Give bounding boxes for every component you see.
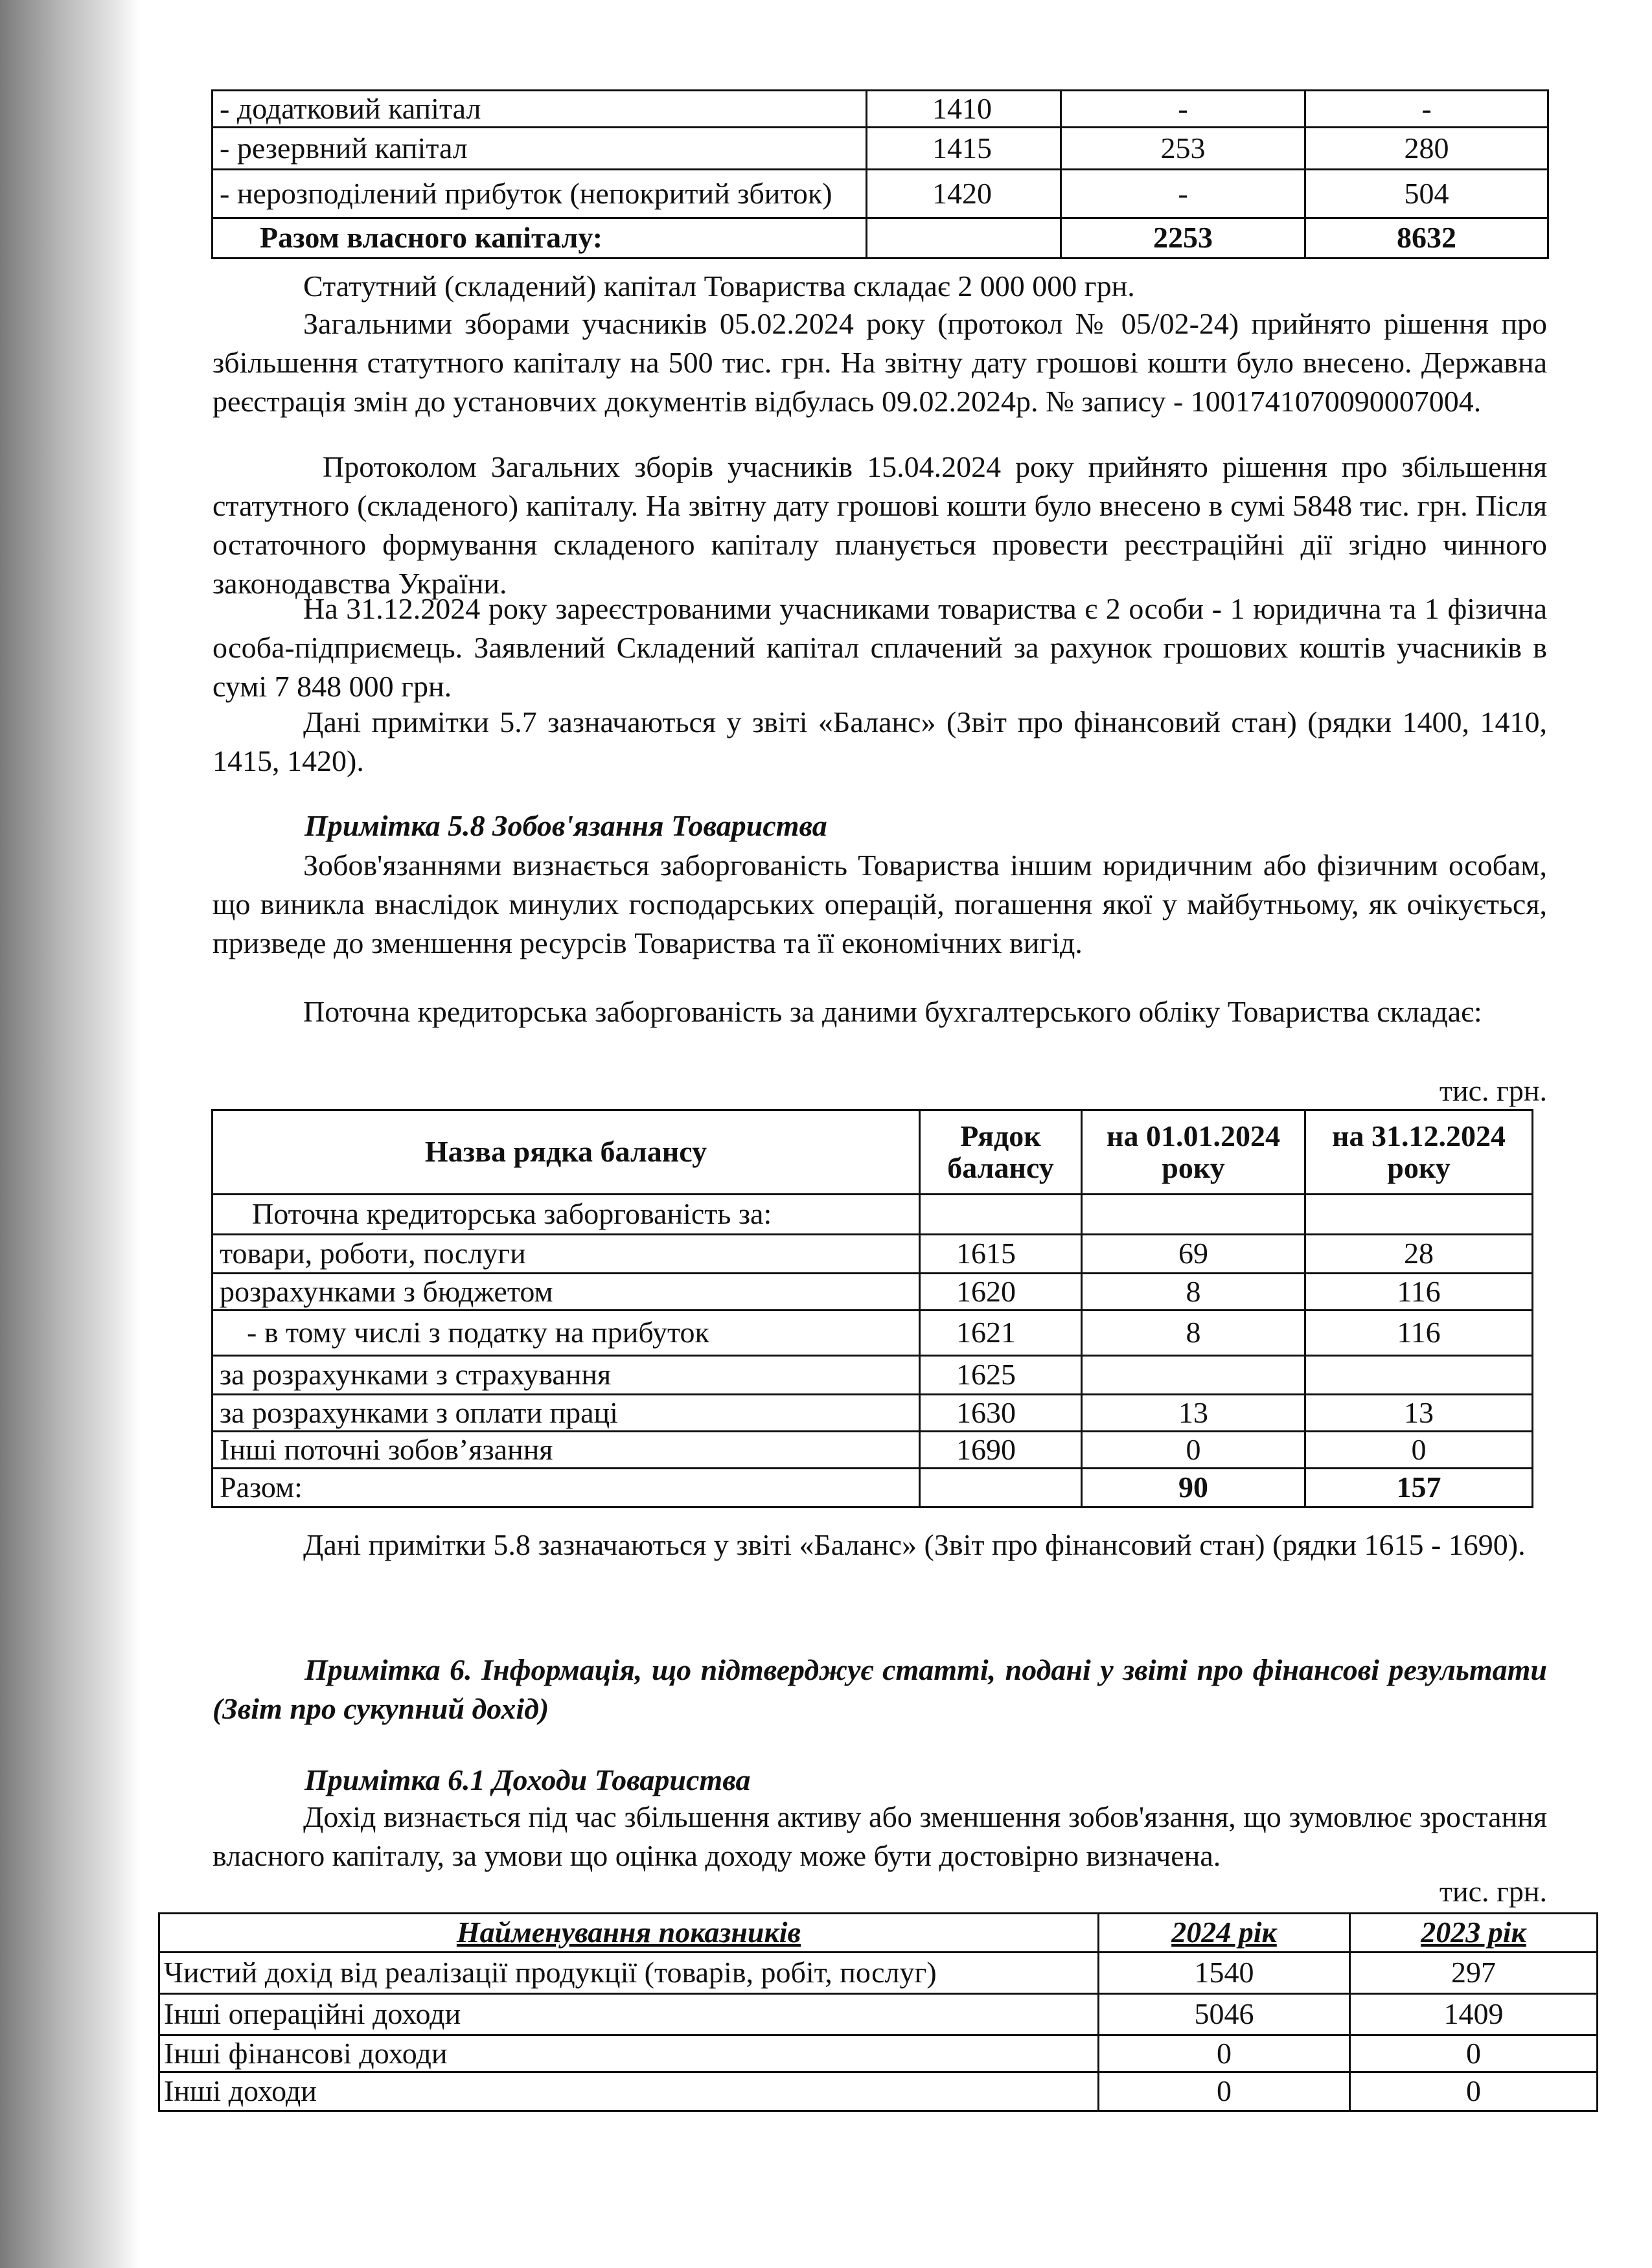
row-name: - в тому числі з податку на прибуток <box>212 1311 920 1356</box>
total-label: Разом: <box>212 1469 920 1507</box>
row-value-end: 28 <box>1305 1235 1533 1274</box>
row-name: Інші поточні зобов’язання <box>212 1432 920 1469</box>
row-value-end <box>1305 1356 1533 1395</box>
row-value-end: 116 <box>1305 1274 1533 1311</box>
row-name: за розрахунками з оплати праці <box>212 1395 920 1432</box>
row-name: Інші доходи <box>159 2072 1099 2111</box>
row-name: - резервний капітал <box>212 128 867 170</box>
row-value-start <box>1082 1195 1305 1235</box>
row-code: 1621 <box>920 1311 1082 1356</box>
units-label: тис. грн. <box>1439 1074 1547 1107</box>
total-value-end: 8632 <box>1305 218 1548 258</box>
units-label: тис. грн. <box>1439 1875 1547 1908</box>
header-date-end: на 31.12.2024 року <box>1305 1110 1533 1195</box>
row-name: - додатковий капітал <box>212 91 867 128</box>
row-value-end: 280 <box>1305 128 1548 170</box>
row-code: 1630 <box>920 1395 1082 1432</box>
header-year-2023: 2023 рік <box>1350 1914 1598 1953</box>
table-row <box>212 1235 1533 1274</box>
table-row <box>212 1195 1533 1235</box>
row-value-start: - <box>1061 170 1305 218</box>
table-row <box>212 1395 1533 1432</box>
table-row <box>212 91 1548 128</box>
paragraph-charter-capital: Статутний (складений) капітал Товариства складає 2 000 000 грн. <box>303 269 1135 303</box>
row-code: 1420 <box>867 170 1061 218</box>
row-name: товари, роботи, послуги <box>212 1235 920 1274</box>
equity-table <box>211 89 1549 259</box>
table-row <box>159 2035 1598 2072</box>
row-name: Поточна кредиторська заборгованість за: <box>212 1195 920 1235</box>
heading-note-6: Примітка 6. Інформація, що підтверджує статті, подані у звіті про фінансові результати (Звіт про сукупний дохід) <box>212 1653 1547 1725</box>
row-code: 1625 <box>920 1356 1082 1395</box>
total-label: Разом власного капіталу: <box>212 218 867 258</box>
paragraph-liabilities-definition: Зобов'язаннями визнається заборгованість Товариства іншим юридичним або фізичним особам, що виникла внаслідок минулих господарських операцій, погашення якої у майбутньому, як очікується, призведе до зменшення ресурсів Товариства та її економічних вигід. <box>212 849 1547 959</box>
scan-edge-shadow <box>0 0 139 2268</box>
row-value-start <box>1082 1356 1305 1395</box>
income-table <box>158 1912 1598 2112</box>
row-value-2023: 0 <box>1350 2035 1598 2072</box>
table-row <box>212 1432 1533 1469</box>
paragraph-payables-intro: Поточна кредиторська заборгованість за даними бухгалтерського обліку Товариства складає: <box>303 995 1482 1028</box>
row-value-start: 253 <box>1061 128 1305 170</box>
row-code: 1620 <box>920 1274 1082 1311</box>
row-value-end <box>1305 1195 1533 1235</box>
table-row <box>159 2072 1598 2111</box>
paragraph-note-58-reference: Дані примітки 5.8 зазначаються у звіті «Баланс» (Звіт про фінансовий стан) (рядки 1615 - 1690). <box>303 1528 1526 1561</box>
row-value-end: - <box>1305 91 1548 128</box>
table-header-row <box>159 1914 1598 1953</box>
row-name: - нерозподілений прибуток (непокритий збиток) <box>212 170 867 218</box>
table-row <box>159 1994 1598 2035</box>
row-name: розрахунками з бюджетом <box>212 1274 920 1311</box>
header-line-name: Назва рядка балансу <box>212 1110 920 1195</box>
row-value-end: 0 <box>1305 1432 1533 1469</box>
row-value-start: 69 <box>1082 1235 1305 1274</box>
row-value-start: 8 <box>1082 1311 1305 1356</box>
paragraph-capital-increase-2: Протоколом Загальних зборів учасників 15.04.2024 року прийнято рішення про збільшення статутного (складеного) капіталу. На звітну дату грошові кошти було внесено в сумі 5848 тис. грн. Після остаточного формування складеного капіталу планується провести реєстраційні дії згідно чинного законодавства України. <box>212 450 1547 600</box>
heading-note-6-1: Примітка 6.1 Доходи Товариства <box>304 1763 751 1796</box>
row-value-2024: 0 <box>1099 2072 1350 2111</box>
total-value-start: 90 <box>1082 1469 1305 1507</box>
row-name: Інші операційні доходи <box>159 1994 1099 2035</box>
total-code <box>867 218 1061 258</box>
paragraph-income-definition: Дохід визнається під час збільшення активу або зменшення зобов'язання, що зумовлює зростання власного капіталу, за умови що оцінка доходу може бути достовірно визначена. <box>212 1800 1547 1872</box>
table-row <box>212 170 1548 218</box>
paragraph-capital-increase-1: Загальними зборами учасників 05.02.2024 року (протокол № 05/02-24) прийнято рішення про збільшення статутного капіталу на 500 тис. грн. На звітну дату грошові кошти було внесено. Державна реєстрація змін до установчих документів відбулась 09.02.2024р. № запису - 1001741070090007004. <box>212 307 1547 418</box>
table-total-row <box>212 1469 1533 1507</box>
table-row <box>212 1356 1533 1395</box>
row-code: 1615 <box>920 1235 1082 1274</box>
table-row <box>159 1953 1598 1994</box>
row-name: Чистий дохід від реалізації продукції (товарів, робіт, послуг) <box>159 1953 1099 1994</box>
header-line-code: Рядок балансу <box>920 1110 1082 1195</box>
row-code: 1690 <box>920 1432 1082 1469</box>
header-indicator-name: Найменування показників <box>159 1914 1099 1953</box>
row-value-2023: 1409 <box>1350 1994 1598 2035</box>
row-code <box>920 1195 1082 1235</box>
payables-table <box>211 1109 1533 1508</box>
heading-note-5-8: Примітка 5.8 Зобов'язання Товариства <box>304 809 827 842</box>
row-value-2024: 0 <box>1099 2035 1350 2072</box>
header-year-2024: 2024 рік <box>1099 1914 1350 1953</box>
row-value-end: 13 <box>1305 1395 1533 1432</box>
row-name: за розрахунками з страхування <box>212 1356 920 1395</box>
total-code <box>920 1469 1082 1507</box>
row-value-start: 13 <box>1082 1395 1305 1432</box>
paragraph-participants: На 31.12.2024 року зареєстрованими учасниками товариства є 2 особи - 1 юридична та 1 фізична особа-підприємець. Заявлений Складений капітал сплачений за рахунок грошових коштів учасників в сумі 7 848 000 грн. <box>212 592 1547 703</box>
row-value-start: - <box>1061 91 1305 128</box>
table-row <box>212 1311 1533 1356</box>
total-value-end: 157 <box>1305 1469 1533 1507</box>
row-code: 1415 <box>867 128 1061 170</box>
row-value-start: 8 <box>1082 1274 1305 1311</box>
header-date-start: на 01.01.2024 року <box>1082 1110 1305 1195</box>
paragraph-note-57-reference: Дані примітки 5.7 зазначаються у звіті «Баланс» (Звіт про фінансовий стан) (рядки 1400, 1410, 1415, 1420). <box>212 705 1547 777</box>
table-total-row <box>212 218 1548 258</box>
row-name: Інші фінансові доходи <box>159 2035 1099 2072</box>
row-value-2024: 1540 <box>1099 1953 1350 1994</box>
row-value-2024: 5046 <box>1099 1994 1350 2035</box>
table-row <box>212 128 1548 170</box>
table-row <box>212 1274 1533 1311</box>
row-value-end: 504 <box>1305 170 1548 218</box>
row-code: 1410 <box>867 91 1061 128</box>
row-value-end: 116 <box>1305 1311 1533 1356</box>
total-value-start: 2253 <box>1061 218 1305 258</box>
row-value-2023: 297 <box>1350 1953 1598 1994</box>
row-value-2023: 0 <box>1350 2072 1598 2111</box>
table-header-row <box>212 1110 1533 1195</box>
row-value-start: 0 <box>1082 1432 1305 1469</box>
